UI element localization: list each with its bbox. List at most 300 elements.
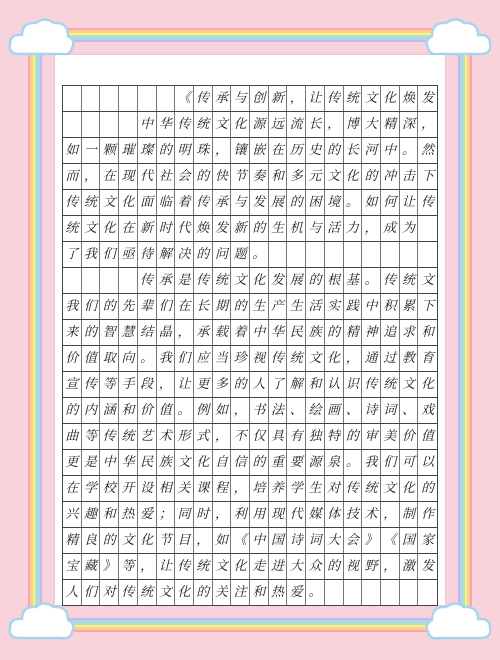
grid-cell <box>306 242 325 267</box>
grid-cell: 是 <box>175 268 194 293</box>
grid-cell: 了 <box>269 372 288 397</box>
grid-cell: 统 <box>213 268 232 293</box>
grid-cell: ， <box>381 554 400 579</box>
grid-cell: 大 <box>325 528 344 553</box>
grid-cell: 众 <box>306 554 325 579</box>
grid-cell: 视 <box>250 346 269 371</box>
grid-cell: 珍 <box>231 346 250 371</box>
grid-cell: 学 <box>287 476 306 501</box>
grid-cell: 问 <box>213 242 232 267</box>
grid-cell: 承 <box>194 320 213 345</box>
grid-cell: 奏 <box>250 164 269 189</box>
grid-row <box>62 189 438 215</box>
grid-cell: 积 <box>381 294 400 319</box>
grid-cell: 以 <box>421 455 435 470</box>
grid-cell: 传 <box>175 554 194 579</box>
grid-cell: 向 <box>119 346 138 371</box>
grid-cell: 机 <box>287 216 306 241</box>
grid-cell: 热 <box>269 580 288 605</box>
grid-cell <box>418 216 437 241</box>
grid-cell: 时 <box>194 502 213 527</box>
grid-cell <box>119 112 138 137</box>
grid-cell: 有 <box>287 424 306 449</box>
grid-cell: 华 <box>269 320 288 345</box>
grid-cell: 词 <box>381 398 400 423</box>
grid-cell: 文 <box>213 112 232 137</box>
grid-cell: 代 <box>138 164 157 189</box>
grid-cell: 的 <box>325 320 344 345</box>
grid-cell: 中 <box>362 294 381 319</box>
grid-cell: 画 <box>325 398 344 423</box>
grid-cell: ， <box>287 86 306 111</box>
grid-cell: 值 <box>157 398 176 423</box>
grid-cell <box>362 580 381 605</box>
grid-cell: 们 <box>175 346 194 371</box>
grid-cell: 了 <box>63 242 82 267</box>
grid-cell: 统 <box>82 190 101 215</box>
grid-cell: 亟 <box>119 242 138 267</box>
grid-cell: 文 <box>306 346 325 371</box>
grid-cell: 河 <box>362 138 381 163</box>
grid-cell: 。 <box>306 580 325 605</box>
grid-cell: 体 <box>325 502 344 527</box>
grid-cell: 。 <box>344 450 363 475</box>
grid-cell: 们 <box>100 242 119 267</box>
grid-cell: ， <box>325 112 344 137</box>
grid-cell: 累 <box>400 294 419 319</box>
grid-cell <box>344 242 363 267</box>
grid-cell: 在 <box>175 294 194 319</box>
grid-cell: 元 <box>306 164 325 189</box>
grid-cell: 期 <box>213 294 232 319</box>
grid-cell: 《 <box>231 528 250 553</box>
grid-cell: 曲 <box>63 424 82 449</box>
grid-cell: 如 <box>362 190 381 215</box>
grid-cell: 生 <box>306 476 325 501</box>
grid-cell: 程 <box>213 476 232 501</box>
grid-cell: 族 <box>157 450 176 475</box>
grid-cell <box>100 112 119 137</box>
grid-cell <box>362 242 381 267</box>
grid-cell: 传 <box>175 112 194 137</box>
grid-cell: 的 <box>344 424 363 449</box>
grid-cell: 辈 <box>138 294 157 319</box>
grid-cell: 关 <box>213 580 232 605</box>
grid-cell: 国 <box>269 528 288 553</box>
grid-cell <box>325 580 344 605</box>
grid-cell: 化 <box>231 554 250 579</box>
grid-cell: 的 <box>362 164 381 189</box>
grid-cell: ， <box>194 528 213 553</box>
grid-cell: 解 <box>287 372 306 397</box>
grid-cell: 中 <box>138 112 157 137</box>
grid-cell: 大 <box>287 554 306 579</box>
grid-cell: 会 <box>175 164 194 189</box>
grid-cell: 化 <box>344 164 363 189</box>
grid-cell: 成 <box>381 216 400 241</box>
grid-cell: ， <box>175 320 194 345</box>
grid-cell: 的 <box>63 398 82 423</box>
grid-cell: 民 <box>138 450 157 475</box>
grid-cell: 文 <box>82 216 101 241</box>
grid-cell: ， <box>362 216 381 241</box>
grid-cell: 统 <box>119 424 138 449</box>
grid-cell: 人 <box>250 372 269 397</box>
grid-cell: 面 <box>138 190 157 215</box>
grid-cell: 题 <box>231 242 250 267</box>
grid-row <box>62 319 438 345</box>
grid-cell: 我 <box>362 450 381 475</box>
grid-cell: 承 <box>213 86 232 111</box>
grid-cell: 如 <box>63 138 82 163</box>
grid-cell: 何 <box>381 190 400 215</box>
grid-cell: 美 <box>381 424 400 449</box>
grid-cell: 宣 <box>63 372 82 397</box>
grid-cell: 宝 <box>63 554 82 579</box>
grid-row <box>62 423 438 449</box>
grid-cell: 式 <box>194 424 213 449</box>
grid-cell: ， <box>213 502 232 527</box>
grid-cell <box>381 580 400 605</box>
grid-cell: 文 <box>213 554 232 579</box>
grid-cell: 我 <box>157 346 176 371</box>
grid-cell: 法 <box>269 398 288 423</box>
grid-cell: 等 <box>100 372 119 397</box>
grid-cell: 不 <box>231 424 250 449</box>
grid-cell: 涵 <box>100 398 119 423</box>
grid-cell: 会 <box>344 528 363 553</box>
grid-cell: 重 <box>269 450 288 475</box>
grid-row <box>62 267 438 293</box>
grid-cell: 在 <box>100 164 119 189</box>
grid-cell: 们 <box>82 294 101 319</box>
grid-cell: 解 <box>157 242 176 267</box>
grid-cell: 、 <box>344 398 363 423</box>
grid-cell: 智 <box>100 320 119 345</box>
grid-cell: 我 <box>82 242 101 267</box>
grid-cell: 统 <box>138 580 157 605</box>
grid-cell: 嵌 <box>250 138 269 163</box>
grid-cell: 中 <box>250 528 269 553</box>
grid-cell: 们 <box>381 450 400 475</box>
grid-cell: 要 <box>287 450 306 475</box>
grid-cell: 生 <box>269 216 288 241</box>
grid-cell: 和 <box>269 164 288 189</box>
grid-cell: 热 <box>119 502 138 527</box>
grid-cell: 中 <box>100 450 119 475</box>
grid-cell: 值 <box>82 346 101 371</box>
grid-cell <box>119 268 138 293</box>
grid-cell: 节 <box>157 528 176 553</box>
grid-row <box>62 397 438 423</box>
grid-cell: 育 <box>421 351 435 366</box>
grid-cell: 传 <box>381 268 400 293</box>
grid-cell: 化 <box>325 346 344 371</box>
grid-cell: 和 <box>250 580 269 605</box>
rainbow-border-right <box>458 40 472 620</box>
grid-cell: 让 <box>175 372 194 397</box>
grid-cell: 自 <box>213 450 232 475</box>
grid-cell: 价 <box>63 346 82 371</box>
grid-cell: 例 <box>194 398 213 423</box>
grid-cell: 发 <box>421 559 435 574</box>
grid-cell: 用 <box>250 502 269 527</box>
grid-cell: 统 <box>344 86 363 111</box>
grid-row <box>62 137 438 163</box>
grid-cell: 快 <box>213 164 232 189</box>
grid-cell: 国 <box>400 528 419 553</box>
grid-cell: 神 <box>362 320 381 345</box>
grid-cell: 活 <box>306 294 325 319</box>
grid-cell: 的 <box>231 372 250 397</box>
grid-cell: 统 <box>362 476 381 501</box>
grid-cell: 与 <box>306 216 325 241</box>
grid-cell: 在 <box>269 138 288 163</box>
grid-cell: 们 <box>82 580 101 605</box>
rainbow-border-top <box>40 28 460 42</box>
rainbow-border-bottom <box>40 618 460 632</box>
grid-cell: 传 <box>194 190 213 215</box>
grid-cell <box>119 86 138 111</box>
grid-cell <box>325 242 344 267</box>
grid-cell: 统 <box>381 372 400 397</box>
grid-cell: 《 <box>175 86 194 111</box>
writing-grid <box>62 85 438 606</box>
grid-cell: 大 <box>362 112 381 137</box>
grid-cell: 的 <box>194 164 213 189</box>
grid-cell: 应 <box>194 346 213 371</box>
grid-cell: 践 <box>344 294 363 319</box>
grid-cell: 力 <box>344 216 363 241</box>
grid-cell: 培 <box>250 476 269 501</box>
grid-cell: 多 <box>287 164 306 189</box>
grid-cell: 华 <box>119 450 138 475</box>
grid-cell: 传 <box>269 346 288 371</box>
grid-cell: 代 <box>175 216 194 241</box>
grid-cell: 仅 <box>250 424 269 449</box>
grid-cell: 》 <box>362 528 381 553</box>
grid-cell: 术 <box>362 502 381 527</box>
grid-cell: 决 <box>175 242 194 267</box>
grid-cell: 传 <box>63 190 82 215</box>
grid-cell: 多 <box>213 372 232 397</box>
grid-cell: 等 <box>119 554 138 579</box>
grid-cell: 的 <box>100 528 119 553</box>
grid-cell: 价 <box>400 424 419 449</box>
grid-cell: 审 <box>362 424 381 449</box>
grid-cell: 和 <box>306 372 325 397</box>
grid-cell: 文 <box>381 476 400 501</box>
grid-cell: ， <box>213 424 232 449</box>
grid-cell: 让 <box>400 190 419 215</box>
grid-cell: 趣 <box>82 502 101 527</box>
grid-cell: 现 <box>269 502 288 527</box>
grid-cell: 如 <box>213 528 232 553</box>
grid-cell: 传 <box>344 476 363 501</box>
grid-cell: 为 <box>400 216 419 241</box>
grid-cell: 们 <box>157 294 176 319</box>
grid-cell: 让 <box>306 86 325 111</box>
grid-cell: 化 <box>175 580 194 605</box>
grid-cell: 激 <box>400 554 419 579</box>
grid-cell: 历 <box>287 138 306 163</box>
grid-cell: 新 <box>231 216 250 241</box>
grid-cell: 的 <box>325 554 344 579</box>
grid-cell: 在 <box>63 476 82 501</box>
grid-cell: 化 <box>100 216 119 241</box>
grid-cell: 流 <box>287 112 306 137</box>
grid-row <box>62 501 438 527</box>
grid-cell: 泉 <box>325 450 344 475</box>
grid-cell: 内 <box>82 398 101 423</box>
grid-cell: 传 <box>194 268 213 293</box>
grid-row <box>62 215 438 241</box>
grid-cell: 临 <box>157 190 176 215</box>
grid-cell: 族 <box>306 320 325 345</box>
grid-cell: 化 <box>421 377 435 392</box>
grid-row <box>62 85 438 111</box>
grid-cell: 野 <box>362 554 381 579</box>
grid-cell: 传 <box>421 195 435 210</box>
grid-cell: 展 <box>269 190 288 215</box>
grid-cell: 和 <box>119 398 138 423</box>
grid-cell: 一 <box>82 138 101 163</box>
grid-cell: 慧 <box>119 320 138 345</box>
grid-cell: 远 <box>269 112 288 137</box>
grid-cell: 深 <box>400 112 419 137</box>
grid-cell: 发 <box>421 91 435 106</box>
grid-cell: 的 <box>100 294 119 319</box>
rainbow-border-left <box>28 40 42 620</box>
grid-cell <box>157 86 176 111</box>
grid-cell: 可 <box>400 450 419 475</box>
grid-cell: 文 <box>325 164 344 189</box>
grid-cell: 精 <box>344 320 363 345</box>
grid-cell: 关 <box>175 476 194 501</box>
grid-cell: 戏 <box>421 403 435 418</box>
grid-cell: 求 <box>400 320 419 345</box>
grid-cell: 华 <box>157 112 176 137</box>
grid-cell <box>138 86 157 111</box>
grid-cell: 现 <box>119 164 138 189</box>
grid-cell: 绘 <box>306 398 325 423</box>
grid-cell: 诗 <box>287 528 306 553</box>
grid-cell: 生 <box>287 294 306 319</box>
grid-cell: 传 <box>362 372 381 397</box>
grid-cell: 焕 <box>194 216 213 241</box>
grid-cell: ， <box>344 346 363 371</box>
grid-cell: 对 <box>100 580 119 605</box>
grid-cell: ， <box>421 117 435 132</box>
grid-cell: 同 <box>175 502 194 527</box>
grid-cell: 的 <box>194 242 213 267</box>
grid-cell: 统 <box>400 268 419 293</box>
grid-cell: 和 <box>100 502 119 527</box>
grid-cell: 通 <box>362 346 381 371</box>
grid-cell: 根 <box>325 268 344 293</box>
grid-cell: 的 <box>231 294 250 319</box>
grid-cell: 更 <box>194 372 213 397</box>
grid-cell: 藏 <box>82 554 101 579</box>
grid-cell: 信 <box>231 450 250 475</box>
grid-cell: 中 <box>250 320 269 345</box>
grid-cell: 如 <box>213 398 232 423</box>
grid-cell: 技 <box>344 502 363 527</box>
grid-cell: 化 <box>400 476 419 501</box>
grid-cell: 形 <box>175 424 194 449</box>
grid-cell: 》 <box>100 554 119 579</box>
grid-cell: 。 <box>362 268 381 293</box>
grid-cell: ， <box>231 476 250 501</box>
grid-cell <box>100 268 119 293</box>
grid-cell: 源 <box>306 450 325 475</box>
grid-cell: 词 <box>306 528 325 553</box>
grid-cell: 困 <box>306 190 325 215</box>
grid-cell: 具 <box>269 424 288 449</box>
grid-cell: 校 <box>100 476 119 501</box>
grid-cell <box>82 112 101 137</box>
grid-cell: 爱 <box>138 502 157 527</box>
grid-cell: 与 <box>231 190 250 215</box>
grid-cell: 结 <box>138 320 157 345</box>
grid-cell: 的 <box>194 580 213 605</box>
grid-cell <box>400 580 419 605</box>
grid-cell: 传 <box>138 268 157 293</box>
grid-cell: 长 <box>194 294 213 319</box>
grid-cell: 文 <box>175 450 194 475</box>
grid-cell: 载 <box>213 320 232 345</box>
grid-cell: 史 <box>306 138 325 163</box>
grid-cell: 传 <box>325 86 344 111</box>
grid-cell: 发 <box>213 216 232 241</box>
grid-cell: 、 <box>287 398 306 423</box>
grid-cell: 制 <box>400 502 419 527</box>
grid-cell: 术 <box>157 424 176 449</box>
grid-cell: 实 <box>325 294 344 319</box>
grid-cell: 传 <box>119 580 138 605</box>
grid-cell <box>381 242 400 267</box>
grid-cell: 更 <box>63 450 82 475</box>
grid-cell: 的 <box>421 481 435 496</box>
grid-cell: 焕 <box>400 86 419 111</box>
grid-cell: 。 <box>138 346 157 371</box>
grid-cell <box>418 242 437 267</box>
grid-row <box>62 345 438 371</box>
grid-cell: 当 <box>213 346 232 371</box>
grid-cell: 发 <box>250 190 269 215</box>
grid-cell: 活 <box>325 216 344 241</box>
grid-row <box>62 475 438 501</box>
grid-cell: 养 <box>269 476 288 501</box>
grid-cell: 来 <box>63 320 82 345</box>
grid-cell: 的 <box>325 138 344 163</box>
grid-cell: 和 <box>421 325 435 340</box>
grid-cell: 人 <box>63 580 82 605</box>
grid-cell <box>287 242 306 267</box>
grid-cell: 化 <box>119 190 138 215</box>
grid-cell: 《 <box>381 528 400 553</box>
grid-cell: 晶 <box>157 320 176 345</box>
grid-cell: 艺 <box>138 424 157 449</box>
grid-cell: 待 <box>138 242 157 267</box>
grid-cell <box>269 242 288 267</box>
grid-cell: 书 <box>250 398 269 423</box>
grid-cell: 设 <box>138 476 157 501</box>
grid-cell: 对 <box>325 476 344 501</box>
grid-row <box>62 449 438 475</box>
grid-row <box>62 163 438 189</box>
grid-cell: 课 <box>194 476 213 501</box>
